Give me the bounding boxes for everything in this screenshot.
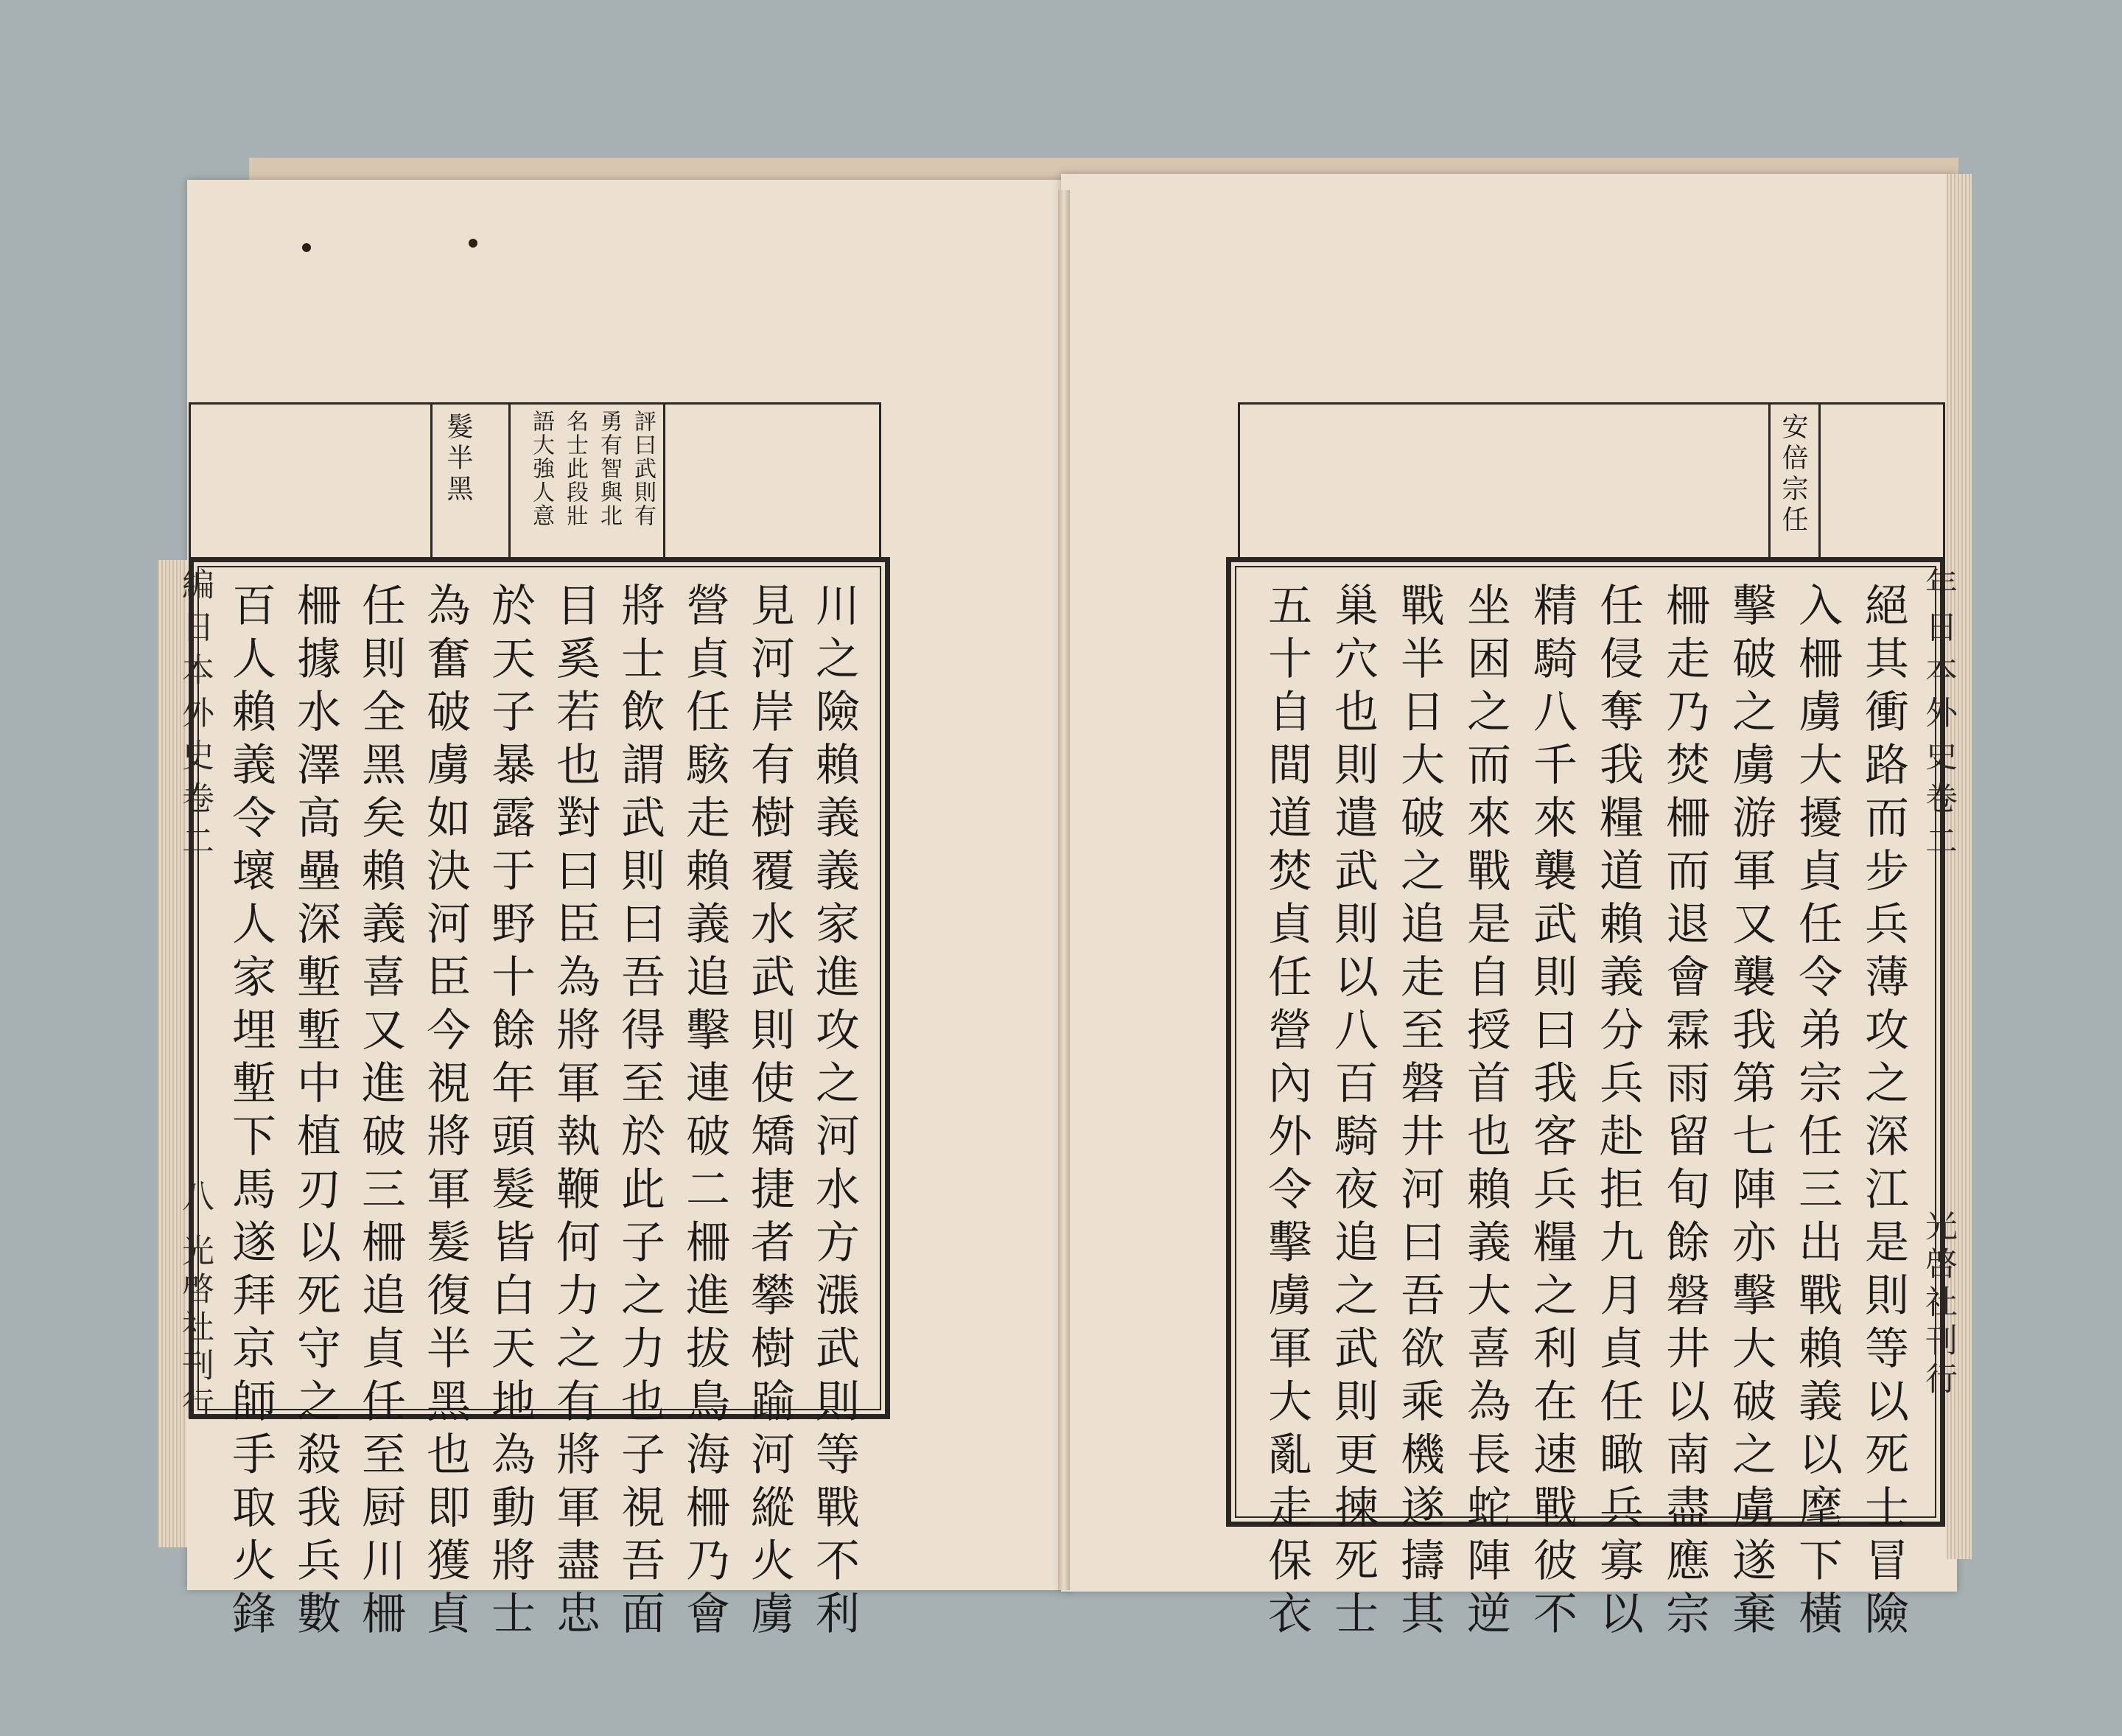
binding-gutter xyxy=(1058,190,1070,1590)
text-column: 入柵虜大擾貞任令弟宗任三出戰賴義以麾下橫 xyxy=(1791,582,1843,1643)
text-column: 任侵奪我糧道賴義分兵赴拒九月貞任瞰兵寡以 xyxy=(1592,582,1644,1643)
text-column: 五十自間道焚貞任營內外令擊虜軍大亂走保衣 xyxy=(1261,582,1312,1643)
text-column: 將士飲謂武則曰吾得至於此子之力也子視吾面 xyxy=(614,582,665,1643)
left-margin-title: 編日本外史卷二 xyxy=(176,567,214,867)
text-column: 於天子暴露于野十餘年頭髮皆白天地為動將士 xyxy=(484,582,536,1643)
right-text-body xyxy=(1261,582,1927,1643)
right-margin-publisher: 光啓社刊行 xyxy=(1919,1208,1957,1400)
divider xyxy=(663,402,665,560)
header-label: 安倍宗任 xyxy=(1778,413,1808,536)
text-column: 百人賴義令壞人家埋塹下馬遂拜京師手取火鋒 xyxy=(225,582,276,1643)
binding-hole xyxy=(302,243,311,252)
text-column: 柵走乃焚柵而退會霖雨留旬餘磐井以南盡應宗 xyxy=(1659,582,1710,1643)
divider xyxy=(430,402,433,560)
text-column: 戰半日大破之追走至磐井河曰吾欲乘機遂擣其 xyxy=(1393,582,1445,1643)
left-margin-publisher: 八 光啓社刊行 xyxy=(176,1179,214,1425)
header-label: 髮半黑 xyxy=(443,413,473,505)
text-column: 川之險賴義義家進攻之河水方漲武則等戰不利 xyxy=(808,582,860,1643)
right-header-box xyxy=(1238,402,1945,560)
text-column: 擊破之虜游軍又襲我第七陣亦擊大破之虜遂棄 xyxy=(1725,582,1776,1643)
text-column: 絕其衝路而步兵薄攻之深江是則等以死士冒險 xyxy=(1857,582,1909,1643)
text-column: 營貞任駭走賴義追擊連破二柵進拔鳥海柵乃會 xyxy=(679,582,730,1643)
text-column: 精騎八千來襲武則曰我客兵糧之利在速戰彼不 xyxy=(1526,582,1578,1643)
text-column: 柵據水澤高壘深塹塹中植刃以死守之殺我兵數 xyxy=(290,582,341,1643)
divider xyxy=(1768,402,1771,560)
note-line: 評曰武則有 xyxy=(630,410,656,528)
binding-hole xyxy=(469,239,477,248)
left-text-body xyxy=(225,582,877,1643)
note-line: 勇有智與北 xyxy=(596,410,622,528)
text-column: 巢穴也則遣武則以八百騎夜追之武則更揀死士 xyxy=(1327,582,1379,1643)
right-margin-title: 年日本外史卷二 xyxy=(1919,567,1957,867)
header-note xyxy=(519,410,659,557)
text-column: 目奚若也對曰臣為將軍執鞭何力之有將軍盡忠 xyxy=(549,582,600,1643)
note-line: 名士此段壯 xyxy=(562,410,588,528)
divider xyxy=(1818,402,1821,560)
text-column: 見河岸有樹覆水武則使矯捷者攀樹踰河縱火虜 xyxy=(743,582,795,1643)
note-line: 語大強人意 xyxy=(528,410,554,528)
text-column: 坐困之而來戰是自授首也賴義大喜為長蛇陣逆 xyxy=(1460,582,1511,1643)
divider xyxy=(508,402,511,560)
text-column: 為奮破虜如決河臣今視將軍髮復半黑也即獲貞 xyxy=(419,582,471,1643)
text-column: 任則全黑矣賴義喜又進破三柵追貞任至厨川柵 xyxy=(354,582,406,1643)
